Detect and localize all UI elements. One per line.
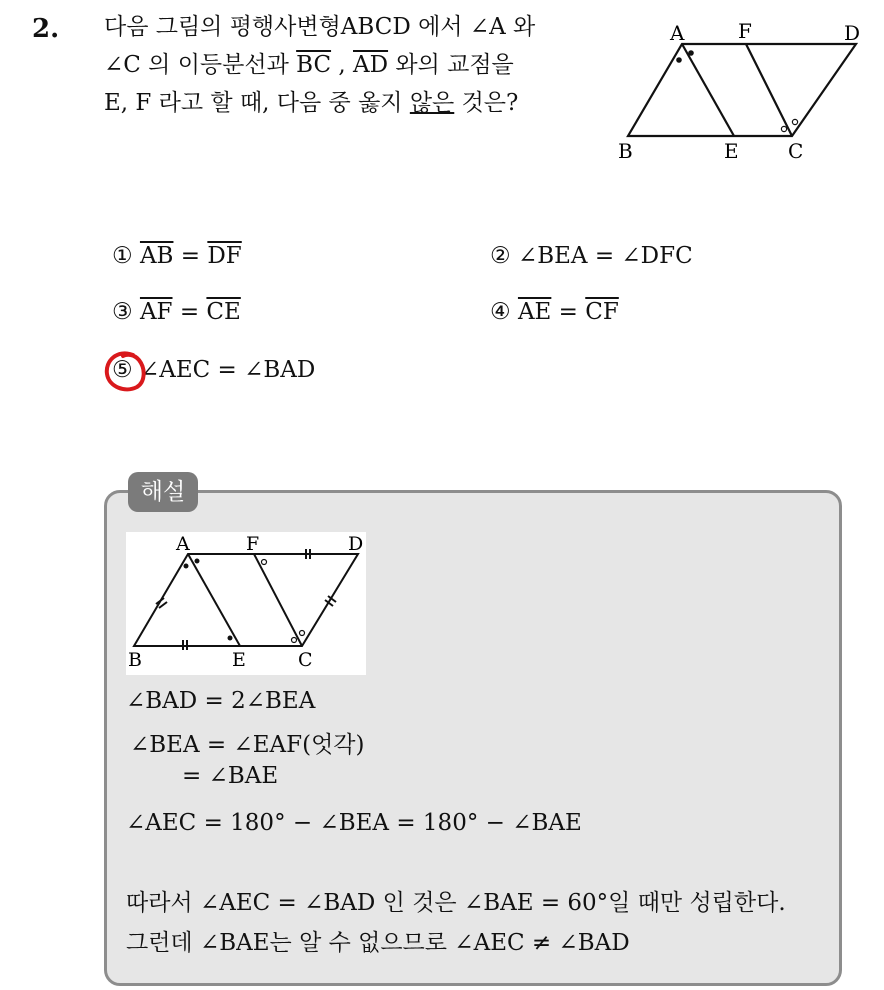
question-line-1: 다음 그림의 평행사변형ABCD 에서 ∠A 와 <box>104 14 536 40</box>
choice-1-op: = <box>173 243 208 269</box>
question-line-2-sep: , <box>331 52 353 78</box>
choice-4-number: ④ <box>490 299 511 325</box>
choice-4-left: $\overline{AE}$ <box>517 299 552 325</box>
choice-1-number: ① <box>112 243 133 269</box>
choice-4[interactable] <box>490 299 619 325</box>
question-line-3-end: 것은? <box>454 90 519 116</box>
choice-3-op: = <box>172 299 207 325</box>
question-line-2 <box>104 50 514 80</box>
choice-2-number: ② <box>490 243 511 269</box>
question-line-2-start: ∠C 의 이등분선과 <box>104 52 297 78</box>
answer-mark-icon <box>103 349 149 395</box>
choice-4-op: = <box>551 299 586 325</box>
label-c: C <box>788 139 804 163</box>
solution-line-5: 따라서 ∠AEC = ∠BAD 인 것은 ∠BAE = 60°일 때만 성립한다. <box>126 890 786 916</box>
label-a: A <box>670 21 685 45</box>
solution-line-3: = ∠BAE <box>182 763 279 789</box>
angle-mark-circle <box>792 119 797 124</box>
angle-mark-circle <box>781 126 786 131</box>
question-number: 2. <box>32 14 60 44</box>
angle-mark-dot <box>688 50 694 56</box>
choice-3-left: $\overline{AF}$ <box>139 299 173 325</box>
solution-line-2: ∠BEA = ∠EAF(엇각) <box>130 732 365 758</box>
angle-mark-dot <box>676 57 682 63</box>
choice-5-number: ⑤ <box>112 357 133 383</box>
choice-2-text: ∠BEA = ∠DFC <box>517 243 693 269</box>
solution-line-1: ∠BAD = 2∠BEA <box>126 688 316 714</box>
choice-2[interactable] <box>490 243 693 269</box>
bisector-ae <box>682 44 734 136</box>
segment-ad: $\overline{AD}$ <box>353 52 389 78</box>
label-d: D <box>844 21 861 45</box>
choice-3-right: $\overline{CE}$ <box>206 299 241 325</box>
choice-4-right: $\overline{CF}$ <box>585 299 619 325</box>
solution-line-6: 그런데 ∠BAE는 알 수 없으므로 ∠AEC ≠ ∠BAD <box>126 930 630 956</box>
sol-label-c: C <box>298 649 313 671</box>
question-line-3-start: E, F 라고 할 때, 다음 중 옳지 <box>104 90 410 116</box>
choice-3[interactable] <box>112 299 241 325</box>
solution-parallelogram <box>126 532 366 675</box>
parallelogram-abcd <box>628 44 856 136</box>
sol-label-f: F <box>246 533 260 555</box>
question-line-3 <box>104 88 518 118</box>
sol-label-e: E <box>232 649 246 671</box>
parallelogram-figure <box>612 18 872 168</box>
choice-1-left: $\overline{AB}$ <box>139 243 174 269</box>
question-line-2-end: 와의 교점을 <box>388 52 514 78</box>
sol-label-d: D <box>348 533 364 555</box>
label-b: B <box>618 139 633 163</box>
choice-5-text: ∠AEC = ∠BAD <box>139 357 316 383</box>
underlined-word: 않은 <box>409 90 455 116</box>
sol-label-a: A <box>176 533 190 555</box>
choice-1-right: $\overline{DF}$ <box>207 243 242 269</box>
solution-line-4: ∠AEC = 180° − ∠BEA = 180° − ∠BAE <box>126 810 582 836</box>
choice-1[interactable] <box>112 243 242 269</box>
sol-label-b: B <box>128 649 142 671</box>
solution-figure <box>126 532 366 675</box>
segment-bc: $\overline{BC}$ <box>296 52 332 78</box>
choice-3-number: ③ <box>112 299 133 325</box>
bisector-cf <box>746 44 792 136</box>
label-f: F <box>738 19 752 43</box>
solution-tag: 해설 <box>128 472 198 512</box>
label-e: E <box>724 139 739 163</box>
